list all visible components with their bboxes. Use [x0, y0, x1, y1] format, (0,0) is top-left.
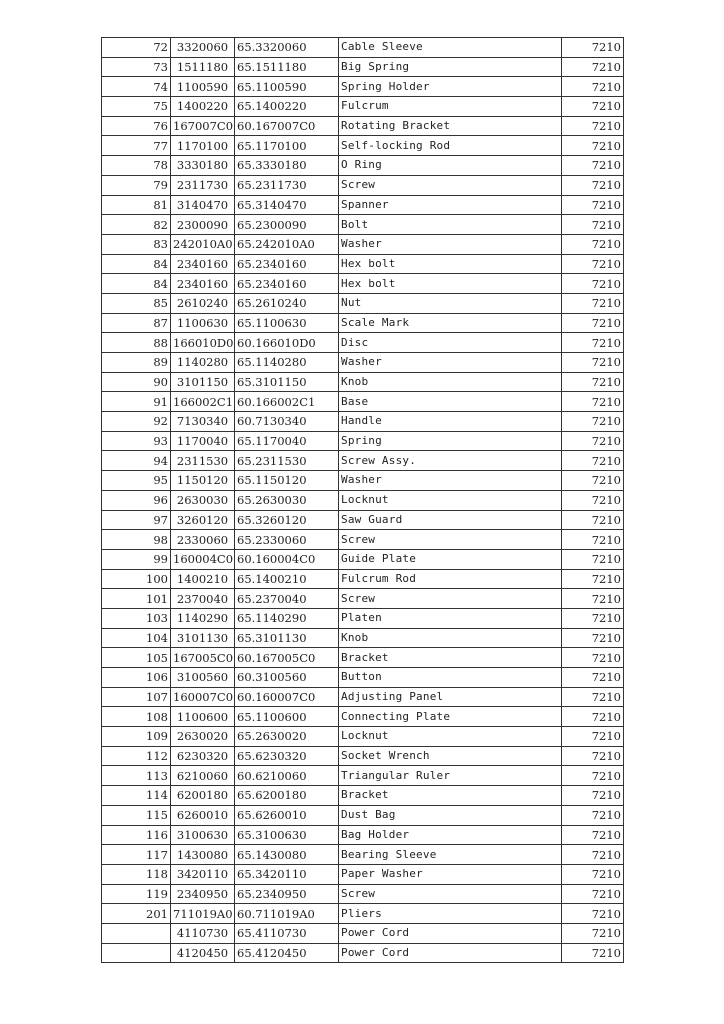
model-number-cell: 7210: [562, 687, 624, 707]
full-part-code-cell: 65.3330180: [235, 156, 339, 176]
model-number-cell: 7210: [562, 864, 624, 884]
table-row: [102, 766, 624, 786]
full-part-code-cell: 65.4110730: [235, 923, 339, 943]
part-description-cell: Platen: [339, 608, 562, 628]
full-part-code-cell: 65.1170040: [235, 431, 339, 451]
full-part-code-cell: 65.2340160: [235, 274, 339, 294]
item-number-cell: 113: [102, 766, 171, 786]
table-row: [102, 786, 624, 806]
item-number-cell: 103: [102, 608, 171, 628]
item-number-cell: 118: [102, 864, 171, 884]
table-row: [102, 687, 624, 707]
part-description-cell: Saw Guard: [339, 510, 562, 530]
model-number-cell: 7210: [562, 904, 624, 924]
part-description-cell: Handle: [339, 412, 562, 432]
full-part-code-cell: 65.2330060: [235, 530, 339, 550]
model-number-cell: 7210: [562, 156, 624, 176]
part-code-cell: 1140280: [171, 353, 235, 373]
part-code-cell: 2340160: [171, 254, 235, 274]
item-number-cell: 76: [102, 116, 171, 136]
model-number-cell: 7210: [562, 431, 624, 451]
part-code-cell: 1100630: [171, 313, 235, 333]
item-number-cell: 99: [102, 549, 171, 569]
item-number-cell: 78: [102, 156, 171, 176]
item-number-cell: 92: [102, 412, 171, 432]
part-code-cell: 3320060: [171, 38, 235, 58]
item-number-cell: 108: [102, 707, 171, 727]
full-part-code-cell: 60.7130340: [235, 412, 339, 432]
table-row: [102, 372, 624, 392]
part-code-cell: 166010D0: [171, 333, 235, 353]
full-part-code-cell: 65.1140280: [235, 353, 339, 373]
table-row: [102, 608, 624, 628]
item-number-cell: 90: [102, 372, 171, 392]
model-number-cell: 7210: [562, 549, 624, 569]
item-number-cell: 100: [102, 569, 171, 589]
part-code-cell: 3260120: [171, 510, 235, 530]
model-number-cell: 7210: [562, 136, 624, 156]
part-description-cell: Bolt: [339, 215, 562, 235]
part-description-cell: Cable Sleeve: [339, 38, 562, 58]
full-part-code-cell: 65.2340950: [235, 884, 339, 904]
part-code-cell: 1170100: [171, 136, 235, 156]
part-description-cell: Spring Holder: [339, 77, 562, 97]
table-row: [102, 904, 624, 924]
table-row: [102, 490, 624, 510]
part-description-cell: Scale Mark: [339, 313, 562, 333]
full-part-code-cell: 65.1400220: [235, 97, 339, 117]
full-part-code-cell: 65.1140290: [235, 608, 339, 628]
part-description-cell: Guide Plate: [339, 549, 562, 569]
full-part-code-cell: 60.160007C0: [235, 687, 339, 707]
part-description-cell: Locknut: [339, 490, 562, 510]
table-row: [102, 923, 624, 943]
table-row: [102, 175, 624, 195]
model-number-cell: 7210: [562, 746, 624, 766]
model-number-cell: 7210: [562, 923, 624, 943]
model-number-cell: 7210: [562, 943, 624, 963]
item-number-cell: [102, 923, 171, 943]
full-part-code-cell: 65.2630030: [235, 490, 339, 510]
table-row: [102, 510, 624, 530]
part-code-cell: 1100600: [171, 707, 235, 727]
item-number-cell: 104: [102, 628, 171, 648]
part-description-cell: Fulcrum: [339, 97, 562, 117]
full-part-code-cell: 60.167005C0: [235, 648, 339, 668]
table-row: [102, 628, 624, 648]
full-part-code-cell: 60.160004C0: [235, 549, 339, 569]
model-number-cell: 7210: [562, 274, 624, 294]
item-number-cell: 107: [102, 687, 171, 707]
full-part-code-cell: 65.1511180: [235, 57, 339, 77]
part-description-cell: Button: [339, 668, 562, 688]
table-row: [102, 805, 624, 825]
model-number-cell: 7210: [562, 293, 624, 313]
item-number-cell: 98: [102, 530, 171, 550]
model-number-cell: 7210: [562, 57, 624, 77]
table-row: [102, 864, 624, 884]
table-row: [102, 195, 624, 215]
part-code-cell: 1400210: [171, 569, 235, 589]
full-part-code-cell: 65.1100600: [235, 707, 339, 727]
item-number-cell: 106: [102, 668, 171, 688]
item-number-cell: 116: [102, 825, 171, 845]
part-code-cell: 2340160: [171, 274, 235, 294]
item-number-cell: 74: [102, 77, 171, 97]
item-number-cell: 82: [102, 215, 171, 235]
full-part-code-cell: 65.1170100: [235, 136, 339, 156]
full-part-code-cell: 65.2610240: [235, 293, 339, 313]
full-part-code-cell: 60.711019A0: [235, 904, 339, 924]
table-row: [102, 412, 624, 432]
part-description-cell: Hex bolt: [339, 254, 562, 274]
part-description-cell: Washer: [339, 353, 562, 373]
full-part-code-cell: 65.3101130: [235, 628, 339, 648]
full-part-code-cell: 65.3320060: [235, 38, 339, 58]
part-code-cell: 711019A0: [171, 904, 235, 924]
part-description-cell: Knob: [339, 628, 562, 648]
part-description-cell: Bracket: [339, 648, 562, 668]
item-number-cell: 75: [102, 97, 171, 117]
full-part-code-cell: 65.6260010: [235, 805, 339, 825]
table-row: [102, 333, 624, 353]
table-row: [102, 156, 624, 176]
item-number-cell: 119: [102, 884, 171, 904]
full-part-code-cell: 60.3100560: [235, 668, 339, 688]
table-row: [102, 431, 624, 451]
part-description-cell: Screw: [339, 884, 562, 904]
part-code-cell: 2340950: [171, 884, 235, 904]
part-code-cell: 2630020: [171, 727, 235, 747]
model-number-cell: 7210: [562, 490, 624, 510]
part-code-cell: 6210060: [171, 766, 235, 786]
item-number-cell: 87: [102, 313, 171, 333]
part-code-cell: 2311530: [171, 451, 235, 471]
part-code-cell: 6200180: [171, 786, 235, 806]
part-description-cell: Rotating Bracket: [339, 116, 562, 136]
part-description-cell: Power Cord: [339, 943, 562, 963]
part-description-cell: Screw: [339, 175, 562, 195]
parts-list-table: [101, 37, 624, 963]
part-code-cell: 3101150: [171, 372, 235, 392]
item-number-cell: 84: [102, 274, 171, 294]
table-row: [102, 77, 624, 97]
part-code-cell: 3140470: [171, 195, 235, 215]
part-code-cell: 7130340: [171, 412, 235, 432]
item-number-cell: 96: [102, 490, 171, 510]
item-number-cell: 97: [102, 510, 171, 530]
part-code-cell: 167005C0: [171, 648, 235, 668]
part-description-cell: Big Spring: [339, 57, 562, 77]
part-description-cell: Dust Bag: [339, 805, 562, 825]
table-row: [102, 707, 624, 727]
full-part-code-cell: 65.3101150: [235, 372, 339, 392]
part-code-cell: 2610240: [171, 293, 235, 313]
model-number-cell: 7210: [562, 569, 624, 589]
part-code-cell: 6260010: [171, 805, 235, 825]
part-description-cell: O Ring: [339, 156, 562, 176]
part-code-cell: 2630030: [171, 490, 235, 510]
full-part-code-cell: 60.167007C0: [235, 116, 339, 136]
part-description-cell: Power Cord: [339, 923, 562, 943]
model-number-cell: 7210: [562, 510, 624, 530]
part-description-cell: Spring: [339, 431, 562, 451]
model-number-cell: 7210: [562, 215, 624, 235]
full-part-code-cell: 65.1150120: [235, 471, 339, 491]
full-part-code-cell: 65.3140470: [235, 195, 339, 215]
table-row: [102, 274, 624, 294]
model-number-cell: 7210: [562, 727, 624, 747]
table-row: [102, 549, 624, 569]
model-number-cell: 7210: [562, 608, 624, 628]
model-number-cell: 7210: [562, 77, 624, 97]
item-number-cell: 85: [102, 293, 171, 313]
model-number-cell: 7210: [562, 372, 624, 392]
model-number-cell: 7210: [562, 648, 624, 668]
part-description-cell: Spanner: [339, 195, 562, 215]
part-description-cell: Socket Wrench: [339, 746, 562, 766]
part-description-cell: Washer: [339, 234, 562, 254]
part-code-cell: 3420110: [171, 864, 235, 884]
table-row: [102, 116, 624, 136]
model-number-cell: 7210: [562, 530, 624, 550]
part-code-cell: 1430080: [171, 845, 235, 865]
full-part-code-cell: 60.166010D0: [235, 333, 339, 353]
table-row: [102, 313, 624, 333]
part-description-cell: Hex bolt: [339, 274, 562, 294]
table-row: [102, 845, 624, 865]
item-number-cell: 88: [102, 333, 171, 353]
full-part-code-cell: 65.2630020: [235, 727, 339, 747]
table-row: [102, 589, 624, 609]
model-number-cell: 7210: [562, 313, 624, 333]
model-number-cell: 7210: [562, 38, 624, 58]
item-number-cell: 101: [102, 589, 171, 609]
item-number-cell: 83: [102, 234, 171, 254]
part-description-cell: Screw: [339, 530, 562, 550]
model-number-cell: 7210: [562, 805, 624, 825]
part-code-cell: 160004C0: [171, 549, 235, 569]
part-description-cell: Pliers: [339, 904, 562, 924]
full-part-code-cell: 65.4120450: [235, 943, 339, 963]
part-description-cell: Nut: [339, 293, 562, 313]
part-description-cell: Adjusting Panel: [339, 687, 562, 707]
full-part-code-cell: 60.6210060: [235, 766, 339, 786]
full-part-code-cell: 60.166002C1: [235, 392, 339, 412]
part-code-cell: 2330060: [171, 530, 235, 550]
table-row: [102, 825, 624, 845]
part-description-cell: Knob: [339, 372, 562, 392]
part-code-cell: 167007C0: [171, 116, 235, 136]
part-code-cell: 3101130: [171, 628, 235, 648]
full-part-code-cell: 65.2340160: [235, 254, 339, 274]
model-number-cell: 7210: [562, 451, 624, 471]
model-number-cell: 7210: [562, 333, 624, 353]
model-number-cell: 7210: [562, 589, 624, 609]
part-code-cell: 1100590: [171, 77, 235, 97]
full-part-code-cell: 65.1100590: [235, 77, 339, 97]
part-code-cell: 166002C1: [171, 392, 235, 412]
table-row: [102, 451, 624, 471]
part-description-cell: Base: [339, 392, 562, 412]
part-description-cell: Locknut: [339, 727, 562, 747]
part-description-cell: Disc: [339, 333, 562, 353]
part-description-cell: Washer: [339, 471, 562, 491]
table-row: [102, 943, 624, 963]
full-part-code-cell: 65.1100630: [235, 313, 339, 333]
part-code-cell: 1400220: [171, 97, 235, 117]
item-number-cell: [102, 943, 171, 963]
part-code-cell: 1140290: [171, 608, 235, 628]
table-row: [102, 136, 624, 156]
full-part-code-cell: 65.1400210: [235, 569, 339, 589]
item-number-cell: 72: [102, 38, 171, 58]
table-row: [102, 215, 624, 235]
full-part-code-cell: 65.2311530: [235, 451, 339, 471]
item-number-cell: 84: [102, 254, 171, 274]
item-number-cell: 115: [102, 805, 171, 825]
part-code-cell: 242010A0: [171, 234, 235, 254]
item-number-cell: 89: [102, 353, 171, 373]
part-description-cell: Connecting Plate: [339, 707, 562, 727]
part-code-cell: 3100630: [171, 825, 235, 845]
part-description-cell: Paper Washer: [339, 864, 562, 884]
full-part-code-cell: 65.2300090: [235, 215, 339, 235]
table-row: [102, 530, 624, 550]
table-row: [102, 727, 624, 747]
table-row: [102, 353, 624, 373]
part-code-cell: 2370040: [171, 589, 235, 609]
full-part-code-cell: 65.2370040: [235, 589, 339, 609]
model-number-cell: 7210: [562, 392, 624, 412]
item-number-cell: 91: [102, 392, 171, 412]
part-description-cell: Self-locking Rod: [339, 136, 562, 156]
part-description-cell: Screw Assy.: [339, 451, 562, 471]
model-number-cell: 7210: [562, 175, 624, 195]
table-row: [102, 668, 624, 688]
item-number-cell: 201: [102, 904, 171, 924]
full-part-code-cell: 65.3260120: [235, 510, 339, 530]
model-number-cell: 7210: [562, 884, 624, 904]
model-number-cell: 7210: [562, 234, 624, 254]
part-description-cell: Bracket: [339, 786, 562, 806]
part-code-cell: 2300090: [171, 215, 235, 235]
item-number-cell: 94: [102, 451, 171, 471]
table-row: [102, 57, 624, 77]
table-row: [102, 97, 624, 117]
model-number-cell: 7210: [562, 668, 624, 688]
table-row: [102, 746, 624, 766]
item-number-cell: 73: [102, 57, 171, 77]
table-row: [102, 38, 624, 58]
parts-list-body: [102, 38, 624, 963]
part-description-cell: Bearing Sleeve: [339, 845, 562, 865]
part-code-cell: 6230320: [171, 746, 235, 766]
item-number-cell: 77: [102, 136, 171, 156]
table-row: [102, 234, 624, 254]
item-number-cell: 79: [102, 175, 171, 195]
table-row: [102, 254, 624, 274]
item-number-cell: 81: [102, 195, 171, 215]
part-code-cell: 1511180: [171, 57, 235, 77]
part-description-cell: Screw: [339, 589, 562, 609]
item-number-cell: 112: [102, 746, 171, 766]
table-row: [102, 648, 624, 668]
full-part-code-cell: 65.242010A0: [235, 234, 339, 254]
table-row: [102, 293, 624, 313]
item-number-cell: 95: [102, 471, 171, 491]
part-code-cell: 1150120: [171, 471, 235, 491]
model-number-cell: 7210: [562, 353, 624, 373]
table-row: [102, 392, 624, 412]
part-code-cell: 1170040: [171, 431, 235, 451]
model-number-cell: 7210: [562, 766, 624, 786]
model-number-cell: 7210: [562, 825, 624, 845]
model-number-cell: 7210: [562, 254, 624, 274]
model-number-cell: 7210: [562, 195, 624, 215]
item-number-cell: 93: [102, 431, 171, 451]
part-code-cell: 4120450: [171, 943, 235, 963]
model-number-cell: 7210: [562, 412, 624, 432]
part-code-cell: 3330180: [171, 156, 235, 176]
part-code-cell: 2311730: [171, 175, 235, 195]
model-number-cell: 7210: [562, 845, 624, 865]
model-number-cell: 7210: [562, 628, 624, 648]
model-number-cell: 7210: [562, 786, 624, 806]
table-row: [102, 884, 624, 904]
model-number-cell: 7210: [562, 707, 624, 727]
table-row: [102, 471, 624, 491]
full-part-code-cell: 65.2311730: [235, 175, 339, 195]
model-number-cell: 7210: [562, 471, 624, 491]
table-row: [102, 569, 624, 589]
item-number-cell: 105: [102, 648, 171, 668]
full-part-code-cell: 65.6230320: [235, 746, 339, 766]
full-part-code-cell: 65.3420110: [235, 864, 339, 884]
model-number-cell: 7210: [562, 116, 624, 136]
part-description-cell: Triangular Ruler: [339, 766, 562, 786]
item-number-cell: 109: [102, 727, 171, 747]
part-code-cell: 4110730: [171, 923, 235, 943]
item-number-cell: 117: [102, 845, 171, 865]
full-part-code-cell: 65.3100630: [235, 825, 339, 845]
part-code-cell: 3100560: [171, 668, 235, 688]
full-part-code-cell: 65.1430080: [235, 845, 339, 865]
part-code-cell: 160007C0: [171, 687, 235, 707]
part-description-cell: Fulcrum Rod: [339, 569, 562, 589]
item-number-cell: 114: [102, 786, 171, 806]
full-part-code-cell: 65.6200180: [235, 786, 339, 806]
part-description-cell: Bag Holder: [339, 825, 562, 845]
model-number-cell: 7210: [562, 97, 624, 117]
